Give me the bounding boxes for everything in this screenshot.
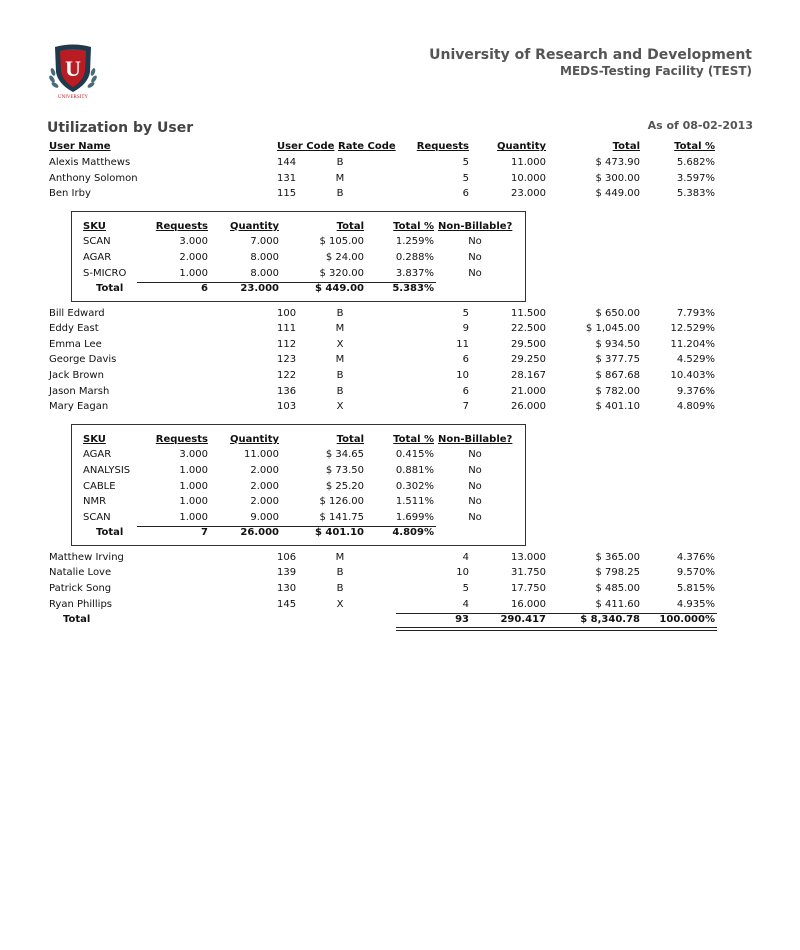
total-value: $ 365.00 [595,551,640,563]
table-row [0,401,800,415]
rate-code: M [335,354,345,366]
requests-value: 9 [462,323,469,335]
sku-total: $ 73.50 [325,465,364,476]
user-name: George Davis [49,354,117,366]
total-value: $ 401.10 [595,401,640,413]
requests-value: 10 [456,567,469,579]
sku-name: AGAR [83,252,112,263]
rate-code: B [336,157,344,168]
col-sku-total: Total [336,220,364,232]
total-value: $ 377.75 [595,354,640,366]
rate-code: M [335,172,345,184]
user-code: 136 [277,385,297,397]
quantity-value: 23.000 [511,188,546,200]
sku-name: SCAN [83,236,111,248]
total-pct-value: 12.529% [670,323,715,335]
user-name: Alexis Matthews [49,157,131,168]
quantity-value: 11.500 [511,307,546,319]
sku-total-pct: 0.302% [395,480,434,492]
sku-name: SCAN [83,511,111,523]
rate-code: B [336,385,344,397]
col-sku-total-pct: Total % [393,433,434,445]
user-name: Mary Eagan [49,401,109,413]
user-name: Bill Edward [49,307,105,319]
table-row [0,599,800,613]
sku-row [0,496,800,510]
sku-total-quantity: 23.000 [240,283,279,295]
sku-requests: 1.000 [179,465,208,476]
report-title: Utilization by User [47,120,194,136]
total-value: $ 449.00 [595,188,640,200]
col-non-billable: Non-Billable? [438,433,513,445]
user-name: Matthew Irving [49,551,124,563]
table-row [0,354,800,368]
sku-total-pct: 0.881% [395,465,434,476]
grand-total-quantity: 290.417 [500,614,546,626]
total-pct-value: 4.529% [676,354,715,366]
sku-requests: 1.000 [179,511,208,523]
total-value: $ 650.00 [595,307,640,319]
sku-requests: 2.000 [179,252,208,263]
total-pct-value: 10.403% [670,370,715,381]
sku-total-pct: 1.699% [395,511,434,523]
total-pct-value: 11.204% [670,338,715,350]
sku-table-header [0,434,800,448]
sku-total-label: Total [96,283,124,295]
sku-row [0,481,800,495]
grand-total-requests: 93 [455,614,469,626]
table-row [0,370,800,384]
sku-requests: 1.000 [179,496,208,508]
user-code: 103 [277,401,297,413]
total-pct-value: 5.383% [676,188,715,200]
requests-value: 4 [462,598,469,610]
quantity-value: 28.167 [511,370,546,381]
sku-name: NMR [83,496,107,508]
quantity-value: 10.000 [511,172,546,184]
total-value: $ 798.25 [595,567,640,579]
svg-text:UNIVERSITY: UNIVERSITY [58,95,88,100]
col-sku: SKU [83,433,106,445]
rate-code: B [336,567,344,579]
sku-total: $ 105.00 [319,236,364,248]
user-code: 122 [277,370,297,381]
col-sku-quantity: Quantity [230,220,279,232]
rate-code: B [336,370,344,381]
table-row [0,552,800,566]
table-row [0,583,800,597]
col-sku-total-pct: Total % [393,220,434,232]
sku-requests: 3.000 [179,236,208,248]
requests-value: 6 [462,188,469,200]
total-value: $ 473.90 [595,157,640,168]
user-name: Jason Marsh [49,385,110,397]
svg-text:U: U [65,56,81,81]
requests-value: 6 [462,385,469,397]
sku-name: S-MICRO [83,267,127,279]
sku-non-billable: No [468,465,482,476]
user-code: 123 [277,354,297,366]
table-header [0,141,800,155]
sku-row [0,268,800,282]
col-user-code: User Code [277,141,335,152]
user-code: 112 [277,338,297,350]
total-value: $ 782.00 [595,385,640,397]
sku-total: $ 126.00 [319,496,364,508]
total-pct-value: 4.809% [676,401,715,413]
col-total-pct: Total % [674,141,715,152]
user-name: Jack Brown [49,370,104,381]
sku-total: $ 320.00 [319,267,364,279]
rate-code: M [335,323,345,335]
table-row [0,188,800,202]
sku-total-row [0,283,800,297]
rate-code: B [336,188,344,200]
user-name: Ryan Phillips [49,598,113,610]
organization-header [429,47,752,78]
sku-quantity: 8.000 [250,267,279,279]
rate-code: X [336,401,344,413]
user-code: 139 [277,567,297,579]
sku-non-billable: No [468,267,482,279]
user-code: 144 [277,157,297,168]
sku-quantity: 2.000 [250,480,279,492]
user-code: 111 [277,323,297,335]
total-pct-value: 7.793% [676,307,715,319]
col-total: Total [612,141,640,152]
requests-value: 10 [456,370,469,381]
quantity-value: 22.500 [511,323,546,335]
sku-quantity: 2.000 [250,465,279,476]
col-sku-requests: Requests [155,433,208,445]
sku-total-amount: $ 401.10 [314,527,364,539]
sku-quantity: 7.000 [250,236,279,248]
table-row [0,157,800,171]
quantity-value: 11.000 [511,157,546,168]
sku-total: $ 141.75 [319,511,364,523]
col-user-name: User Name [49,141,111,152]
requests-value: 6 [462,354,469,366]
grand-total-double-rule-1 [396,627,717,628]
grand-total-label: Total [63,614,91,626]
sku-non-billable: No [468,252,482,263]
sku-quantity: 11.000 [244,449,279,461]
requests-value: 7 [462,401,469,413]
grand-total-row [0,614,800,628]
sku-quantity: 8.000 [250,252,279,263]
user-code: 115 [277,188,297,200]
table-row [0,386,800,400]
sku-requests: 3.000 [179,449,208,461]
total-pct-value: 3.597% [676,172,715,184]
total-value: $ 411.60 [595,598,640,610]
sku-total-quantity: 26.000 [240,527,279,539]
sku-name: CABLE [83,480,116,492]
user-code: 130 [277,583,297,594]
user-name: Ben Irby [49,188,91,200]
total-value: $ 934.50 [595,338,640,350]
facility-name: MEDS-Testing Facility (TEST) [560,64,752,78]
col-sku-total: Total [336,433,364,445]
university-logo [44,42,102,104]
sku-total: $ 25.20 [325,480,364,492]
sku-non-billable: No [468,449,482,461]
user-name: Patrick Song [49,583,112,594]
table-row [0,339,800,353]
sku-non-billable: No [468,236,482,248]
col-sku: SKU [83,220,106,232]
table-row [0,323,800,337]
quantity-value: 21.000 [511,385,546,397]
sku-requests: 1.000 [179,480,208,492]
total-pct-value: 9.570% [676,567,715,579]
col-quantity: Quantity [497,141,546,152]
requests-value: 5 [462,172,469,184]
user-code: 106 [277,551,297,563]
sku-total-amount: $ 449.00 [314,283,364,295]
total-pct-value: 5.682% [676,157,715,168]
grand-total-pct: 100.000% [659,614,715,626]
sku-name: ANALYSIS [83,465,131,476]
sku-requests: 1.000 [179,267,208,279]
user-code: 131 [277,172,297,184]
quantity-value: 16.000 [511,598,546,610]
sku-row [0,449,800,463]
rate-code: X [336,598,344,610]
rate-code: B [336,307,344,319]
quantity-value: 29.250 [511,354,546,366]
sku-table-header [0,221,800,235]
user-name: Eddy East [49,323,99,335]
sku-total-pct-sum: 5.383% [392,283,434,295]
sku-total-requests: 7 [201,527,208,539]
sku-non-billable: No [468,480,482,492]
total-pct-value: 5.815% [676,583,715,594]
total-value: $ 300.00 [595,172,640,184]
col-sku-requests: Requests [155,220,208,232]
user-code: 100 [277,307,297,319]
sku-total: $ 24.00 [325,252,364,263]
total-value: $ 867.68 [595,370,640,381]
sku-row [0,512,800,526]
sku-total-pct-sum: 4.809% [392,527,434,539]
rate-code: X [336,338,344,350]
grand-total-double-rule-2 [396,630,717,631]
sku-row [0,252,800,266]
requests-value: 5 [462,157,469,168]
as-of-date: As of 08-02-2013 [647,119,753,132]
sku-total-pct: 0.288% [395,252,434,263]
requests-value: 5 [462,307,469,319]
table-row [0,567,800,581]
quantity-value: 26.000 [511,401,546,413]
total-pct-value: 9.376% [676,385,715,397]
user-code: 145 [277,598,297,610]
sku-total-requests: 6 [201,283,208,295]
sku-total-label: Total [96,527,124,539]
sku-total-pct: 1.511% [395,496,434,508]
table-row [0,173,800,187]
quantity-value: 17.750 [511,583,546,594]
sku-total-pct: 0.415% [395,449,434,461]
sku-row [0,465,800,479]
sku-total-pct: 3.837% [395,267,434,279]
total-value: $ 485.00 [595,583,640,594]
sku-total-row [0,527,800,541]
col-requests: Requests [416,141,469,152]
total-pct-value: 4.935% [676,598,715,610]
requests-value: 11 [456,338,469,350]
sku-non-billable: No [468,496,482,508]
rate-code: B [336,583,344,594]
quantity-value: 29.500 [511,338,546,350]
total-value: $ 1,045.00 [585,323,640,335]
sku-row [0,236,800,250]
col-non-billable: Non-Billable? [438,220,513,232]
grand-total-amount: $ 8,340.78 [580,614,640,626]
rate-code: M [335,551,345,563]
user-name: Natalie Love [49,567,112,579]
user-name: Anthony Solomon [49,172,138,184]
table-row [0,308,800,322]
sku-quantity: 9.000 [250,511,279,523]
requests-value: 4 [462,551,469,563]
organization-name: University of Research and Development [429,47,752,63]
col-sku-quantity: Quantity [230,433,279,445]
total-pct-value: 4.376% [676,551,715,563]
sku-total: $ 34.65 [325,449,364,461]
sku-quantity: 2.000 [250,496,279,508]
sku-name: AGAR [83,449,112,461]
requests-value: 5 [462,583,469,594]
sku-non-billable: No [468,511,482,523]
quantity-value: 13.000 [511,551,546,563]
col-rate-code: Rate Code [338,141,396,152]
user-name: Emma Lee [49,338,102,350]
quantity-value: 31.750 [511,567,546,579]
sku-total-pct: 1.259% [395,236,434,248]
